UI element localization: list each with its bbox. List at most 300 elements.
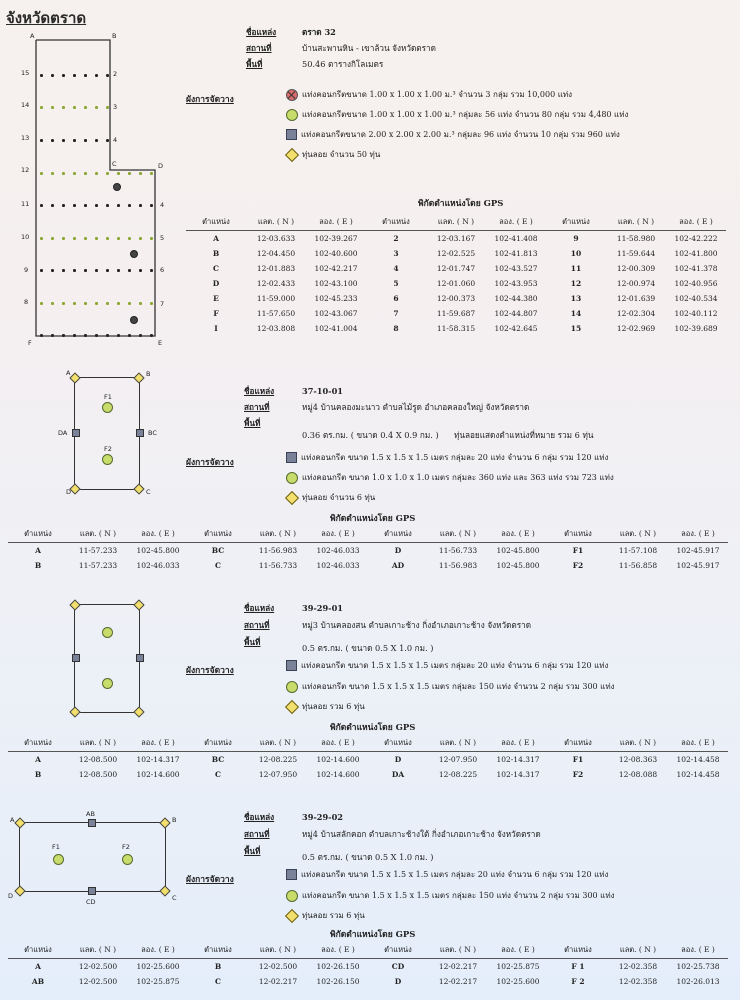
site1-dot (84, 269, 87, 272)
site1-label-d: D (158, 162, 164, 170)
site1-legend-text: แท่งคอนกรีตขนาด 1.00 x 1.00 x 1.00 ม.³ กลุ่มละ 56 แท่ง จำนวน 80 กลุ่ม รวม 4,480 แท่ง (302, 110, 629, 119)
gps-coordinate: 12-02.969 (616, 324, 656, 333)
gps-column-header: แลต. ( N ) (606, 214, 666, 231)
site1-label-f: F (28, 339, 32, 347)
gps-coordinate: 12-08.225 (258, 755, 298, 764)
buoy-diamond-icon (285, 490, 299, 504)
gps-coordinate: 12-01.639 (616, 294, 656, 303)
site4-circle-f1 (53, 854, 64, 865)
gps-coordinate: 102-14.317 (496, 770, 540, 779)
site1-dot (40, 237, 43, 240)
site1-dot (40, 302, 43, 305)
site1-dot (139, 172, 142, 175)
site3-circle-f2 (102, 678, 113, 689)
site1-dot (62, 139, 65, 142)
gps-column-header: แลต. ( N ) (68, 942, 128, 959)
gps-point-label: 10 (570, 249, 582, 258)
site1-label-13: 13 (21, 134, 30, 142)
gps-coordinate: 12-02.500 (78, 962, 118, 971)
table-row (186, 246, 726, 261)
gps-coordinate: 102-45.917 (676, 561, 720, 570)
gps-point-label: AD (391, 561, 405, 570)
gps-coordinate: 102-45.233 (314, 294, 358, 303)
gps-point-label: I (214, 324, 218, 333)
site1-label-4: 4 (160, 201, 165, 209)
gps-coordinate: 11-59.000 (256, 294, 296, 303)
gps-coordinate: 12-08.500 (78, 770, 118, 779)
site1-dot (73, 334, 76, 337)
site1-dot (117, 204, 120, 207)
site1-dot (106, 74, 109, 77)
site1-dot (62, 106, 65, 109)
gps-coordinate: 12-01.747 (436, 264, 476, 273)
site1-dot (117, 334, 120, 337)
gps-column-header: ตำแหน่ง (548, 942, 608, 959)
gps-column-header: ลอง. ( E ) (306, 214, 366, 231)
table-row (8, 974, 728, 989)
site1-dot (95, 334, 98, 337)
gps-point-label: A (35, 755, 41, 764)
gps-coordinate: 12-02.358 (618, 977, 658, 986)
site1-location: บ้านสะพานหิน - เขาล้วน จังหวัดตราด (302, 43, 436, 53)
site1-dot (73, 237, 76, 240)
gps-point-label: 4 (393, 264, 399, 273)
site1-gps-title: พิกัดตำแหน่งโดย GPS (418, 199, 504, 209)
gps-column-header: ตำแหน่ง (188, 735, 248, 752)
site4-label-c: C (172, 894, 177, 902)
site2-area: 0.36 ตร.กม. ( ขนาด 0.4 X 0.9 กม. ) (302, 430, 439, 440)
gps-coordinate: 102-45.917 (676, 546, 720, 555)
gps-coordinate: 102-40.600 (314, 249, 358, 258)
site1-dot (95, 237, 98, 240)
site2-legend-text: แท่งคอนกรีต ขนาด 1.5 x 1.5 x 1.5 เมตร กลุ่มละ 20 แท่ง จำนวน 6 กลุ่ม รวม 120 แท่ง (301, 453, 609, 462)
site1-dot (128, 302, 131, 305)
gps-point-label: D (394, 546, 402, 555)
site3-legend-row (286, 680, 615, 693)
site1-dot (95, 269, 98, 272)
site3-name: 39-29-01 (302, 603, 343, 613)
site2-layout-key: ผังการจัดวาง (186, 458, 234, 468)
site1-dot (139, 302, 142, 305)
table-row (186, 261, 726, 276)
gps-column-header: ตำแหน่ง (188, 942, 248, 959)
site1-legend-row (286, 148, 380, 161)
site4-area-key: พื้นที่ (244, 846, 261, 856)
gps-coordinate: 12-00.373 (436, 294, 476, 303)
site1-dot (117, 172, 120, 175)
site3-gps-title: พิกัดตำแหน่งโดย GPS (330, 723, 416, 733)
gps-column-header: แลต. ( N ) (68, 526, 128, 543)
gps-coordinate: 102-45.800 (496, 546, 540, 555)
site4-legend-row (286, 909, 365, 922)
site3-location-key: สถานที่ (244, 620, 270, 630)
site2-label-f2: F2 (104, 445, 112, 453)
site1-dot (62, 302, 65, 305)
site1-dot (51, 106, 54, 109)
site1-dot (62, 237, 65, 240)
site4-name-key: ชื่อแหล่ง (244, 812, 275, 822)
gps-point-label: C (213, 264, 219, 273)
site1-dot (139, 204, 142, 207)
gps-point-label: 6 (393, 294, 399, 303)
gps-coordinate: 102-41.004 (314, 324, 358, 333)
site4-legend-row (286, 868, 608, 881)
gps-coordinate: 12-02.217 (438, 977, 478, 986)
site2-circle-f1 (102, 402, 113, 413)
site3-gps-table (8, 735, 728, 782)
table-row (8, 767, 728, 782)
gps-coordinate: 12-08.225 (438, 770, 478, 779)
buoy-diamond-icon (285, 147, 299, 161)
site3-location: หมู่3 บ้านคลองสน ตำบลเกาะช้าง กิ่งอำเภอเกาะช้าง จังหวัดตราด (302, 620, 532, 630)
site4-legend-text: แท่งคอนกรีต ขนาด 1.5 x 1.5 x 1.5 เมตร กลุ่มละ 150 แท่ง จำนวน 2 กลุ่ม รวม 300 แท่ง (302, 891, 615, 900)
gps-column-header: แลต. ( N ) (608, 526, 668, 543)
site1-label-b: B (112, 32, 117, 40)
site1-label-a: A (30, 32, 35, 40)
site2-location: หมู่4 บ้านคลองมะนาว ตำบลไม้รูด อำเภอคลองใหญ่ จังหวัดตราด (302, 402, 530, 412)
gps-coordinate: 102-39.267 (314, 234, 358, 243)
site1-dot (84, 334, 87, 337)
site1-diagram (0, 0, 200, 360)
gps-coordinate: 102-25.875 (496, 962, 540, 971)
gps-coordinate: 102-25.875 (136, 977, 180, 986)
table-row (8, 558, 728, 573)
gps-coordinate: 11-56.983 (438, 561, 478, 570)
gps-coordinate: 102-26.150 (316, 962, 360, 971)
site1-dot (128, 269, 131, 272)
gps-point-label: BC (211, 755, 225, 764)
gps-coordinate: 102-14.458 (676, 755, 720, 764)
site1-dot (40, 269, 43, 272)
gps-coordinate: 102-46.033 (316, 546, 360, 555)
gps-coordinate: 11-57.108 (618, 546, 658, 555)
gps-point-label: F (213, 309, 219, 318)
site1-label-6: 6 (160, 266, 165, 274)
gps-point-label: F 2 (571, 977, 585, 986)
site1-dot (117, 237, 120, 240)
site3-circle-f1 (102, 627, 113, 638)
gps-column-header: แลต. ( N ) (248, 942, 308, 959)
site4-area: 0.5 ตร.กม. ( ขนาด 0.5 X 1.0 กม. ) (302, 852, 434, 862)
gps-column-header: แลต. ( N ) (246, 214, 306, 231)
site3-square-bc (136, 654, 144, 662)
site4-info (244, 813, 724, 863)
gps-coordinate: 102-25.600 (496, 977, 540, 986)
gps-point-label: BC (211, 546, 225, 555)
gps-column-header: แลต. ( N ) (608, 942, 668, 959)
gps-coordinate: 12-08.363 (618, 755, 658, 764)
site4-label-a: A (10, 816, 15, 824)
site2-square-da (72, 429, 80, 437)
gps-coordinate: 12-03.633 (256, 234, 296, 243)
site2-square-bc (136, 429, 144, 437)
site1-name: ตราด 32 (302, 27, 336, 37)
site2-legend-row (286, 451, 608, 464)
site2-label-d: D (66, 488, 72, 496)
site2-label-c: C (146, 488, 151, 496)
site1-dot (62, 172, 65, 175)
gps-column-header: ลอง. ( E ) (128, 735, 188, 752)
gps-coordinate: 102-14.317 (496, 755, 540, 764)
table-row (8, 959, 728, 975)
site1-dot (84, 302, 87, 305)
site4-label-f1: F1 (52, 843, 60, 851)
site1-legend-row (286, 128, 620, 141)
table-row (186, 321, 726, 336)
gps-point-label: B (214, 962, 222, 971)
gps-column-header: แลต. ( N ) (608, 735, 668, 752)
green-circle-icon (286, 109, 298, 121)
gps-point-label: B (34, 561, 42, 570)
site1-dot (95, 302, 98, 305)
site1-dot (139, 334, 142, 337)
red-x-circle-icon (286, 89, 298, 101)
site1-area: 50.46 ตารางกิโลเมตร (302, 59, 384, 69)
gps-coordinate: 11-56.733 (258, 561, 298, 570)
gps-coordinate: 102-45.800 (496, 561, 540, 570)
gps-column-header: ตำแหน่ง (8, 526, 68, 543)
site4-legend-text: ทุ่นลอย รวม 6 ทุ่น (302, 911, 365, 920)
site1-legend-text: แท่งคอนกรีตขนาด 1.00 x 1.00 x 1.00 ม.³ จำนวน 3 กลุ่ม รวม 10,000 แท่ง (302, 90, 573, 99)
site4-square-cd (88, 887, 96, 895)
site1-dot (150, 269, 153, 272)
gps-coordinate: 102-46.033 (136, 561, 180, 570)
site1-label-12: 12 (21, 166, 30, 174)
site3-layout-key: ผังการจัดวาง (186, 666, 234, 676)
site4-name: 39-29-02 (302, 812, 343, 822)
gps-column-header: ลอง. ( E ) (128, 942, 188, 959)
gps-coordinate: 102-46.033 (316, 561, 360, 570)
gps-point-label: B (212, 249, 220, 258)
site1-dot (73, 74, 76, 77)
gps-point-label: C (215, 561, 221, 570)
site3-name-key: ชื่อแหล่ง (244, 603, 275, 613)
gps-coordinate: 102-40.956 (674, 279, 718, 288)
site1-area-key: พื้นที่ (246, 59, 263, 69)
site1-dot (51, 74, 54, 77)
site1-dot (62, 334, 65, 337)
gps-coordinate: 12-04.450 (256, 249, 296, 258)
site1-dot (40, 74, 43, 77)
site1-label-15: 15 (21, 69, 30, 77)
gps-column-header: ลอง. ( E ) (486, 214, 546, 231)
table-row (8, 752, 728, 768)
gps-point-label: 11 (570, 264, 582, 273)
site2-legend-row (286, 471, 614, 484)
gps-coordinate: 102-40.534 (674, 294, 718, 303)
gps-coordinate: 11-57.233 (78, 561, 118, 570)
gps-point-label: A (213, 234, 219, 243)
gps-coordinate: 102-14.600 (136, 770, 180, 779)
site3-area: 0.5 ตร.กม. ( ขนาด 0.5 X 1.0 กม. ) (302, 643, 434, 653)
site2-label-f1: F1 (104, 393, 112, 401)
page-title: จังหวัดตราด (6, 9, 87, 27)
site1-dot (73, 106, 76, 109)
site3-legend-text: แท่งคอนกรีต ขนาด 1.5 x 1.5 x 1.5 เมตร กลุ่มละ 20 แท่ง จำนวน 6 กลุ่ม รวม 120 แท่ง (301, 661, 609, 670)
gps-point-label: 2 (393, 234, 399, 243)
site4-location-key: สถานที่ (244, 829, 270, 839)
site1-legend-text: ทุ่นลอย จำนวน 50 ทุ่น (302, 150, 381, 159)
site1-legend-text: แท่งคอนกรีตขนาด 2.00 x 2.00 x 2.00 ม.³ กลุ่มละ 96 แท่ง จำนวน 10 กลุ่ม รวม 960 แท่ง (301, 130, 620, 139)
gps-column-header: ลอง. ( E ) (308, 735, 368, 752)
gps-column-header: ลอง. ( E ) (308, 526, 368, 543)
site2-name: 37-10-01 (302, 386, 343, 396)
gps-coordinate: 12-03.167 (436, 234, 476, 243)
site1-dot (106, 237, 109, 240)
site4-label-d: D (8, 892, 14, 900)
gps-coordinate: 12-02.217 (438, 962, 478, 971)
site1-dot (106, 172, 109, 175)
site1-dot (128, 237, 131, 240)
site2-name-key: ชื่อแหล่ง (244, 386, 275, 396)
gps-column-header: แลต. ( N ) (426, 214, 486, 231)
gps-point-label: A (35, 962, 41, 971)
gps-coordinate: 102-14.600 (316, 770, 360, 779)
site4-circle-f2 (122, 854, 133, 865)
table-row (186, 231, 726, 247)
gps-coordinate: 102-26.150 (316, 977, 360, 986)
gps-column-header: ตำแหน่ง (546, 214, 606, 231)
gps-column-header: ลอง. ( E ) (666, 214, 726, 231)
gps-coordinate: 11-56.858 (618, 561, 658, 570)
gps-column-header: ตำแหน่ง (366, 214, 426, 231)
gps-coordinate: 102-43.100 (314, 279, 358, 288)
gps-point-label: F1 (572, 546, 584, 555)
gps-coordinate: 102-40.112 (674, 309, 718, 318)
site1-boundary (0, 0, 200, 360)
gps-coordinate: 102-44.380 (494, 294, 538, 303)
site4-legend-text: แท่งคอนกรีต ขนาด 1.5 x 1.5 x 1.5 เมตร กลุ่มละ 20 แท่ง จำนวน 6 กลุ่ม รวม 120 แท่ง (301, 870, 609, 879)
gps-point-label: AB (31, 977, 45, 986)
gps-coordinate: 102-14.458 (676, 770, 720, 779)
gps-coordinate: 102-42.217 (314, 264, 358, 273)
green-circle-icon (286, 681, 298, 693)
site1-label-4-top: 4 (113, 136, 118, 144)
site1-dot (150, 204, 153, 207)
gps-point-label: DA (391, 770, 405, 779)
gps-coordinate: 102-43.953 (494, 279, 538, 288)
gps-coordinate: 102-41.378 (674, 264, 718, 273)
gps-point-label: 5 (393, 279, 399, 288)
site1-dot (95, 204, 98, 207)
table-row (186, 291, 726, 306)
site1-dot (51, 334, 54, 337)
gps-coordinate: 11-58.980 (616, 234, 656, 243)
site4-square-ab (88, 819, 96, 827)
gps-column-header: ลอง. ( E ) (308, 942, 368, 959)
site1-dot (106, 106, 109, 109)
site3-legend-text: แท่งคอนกรีต ขนาด 1.5 x 1.5 x 1.5 เมตร กลุ่มละ 150 แท่ง จำนวน 2 กลุ่ม รวม 300 แท่ง (302, 682, 615, 691)
gps-column-header: ลอง. ( E ) (668, 735, 728, 752)
gps-coordinate: 12-02.304 (616, 309, 656, 318)
site1-dot (139, 237, 142, 240)
gps-coordinate: 12-02.433 (256, 279, 296, 288)
site4-gps-table (8, 942, 728, 989)
site3-legend-row (286, 700, 365, 713)
gps-point-label: B (34, 770, 42, 779)
site1-dot (150, 334, 153, 337)
gps-coordinate: 11-57.650 (256, 309, 296, 318)
site1-dot (150, 172, 153, 175)
site1-dot (51, 139, 54, 142)
gps-coordinate: 11-57.233 (78, 546, 118, 555)
gps-coordinate: 11-59.687 (436, 309, 476, 318)
gps-coordinate: 12-02.525 (436, 249, 476, 258)
gps-coordinate: 11-56.733 (438, 546, 478, 555)
site1-dot (95, 139, 98, 142)
gps-point-label: C (215, 770, 221, 779)
site4-label-b: B (172, 816, 177, 824)
site2-info (244, 387, 724, 447)
gps-point-label: F1 (572, 755, 584, 764)
site1-dot (62, 204, 65, 207)
site1-dot (117, 302, 120, 305)
gps-coordinate: 102-14.317 (136, 755, 180, 764)
gps-column-header: แลต. ( N ) (428, 526, 488, 543)
gps-point-label: E (213, 294, 219, 303)
site1-dot (40, 106, 43, 109)
gps-column-header: แลต. ( N ) (428, 735, 488, 752)
site1-dot (40, 334, 43, 337)
site1-dot (106, 302, 109, 305)
site1-label-9: 9 (24, 266, 29, 274)
site4-diagram (4, 808, 184, 908)
site1-label-e: E (158, 339, 163, 347)
gps-point-label: F 1 (571, 962, 585, 971)
gps-column-header: ตำแหน่ง (368, 942, 428, 959)
buoy-diamond-icon (285, 699, 299, 713)
gps-coordinate: 12-03.808 (256, 324, 296, 333)
gps-coordinate: 102-25.600 (136, 962, 180, 971)
site1-dot (51, 172, 54, 175)
gps-column-header: แลต. ( N ) (248, 526, 308, 543)
site3-square-da (72, 654, 80, 662)
site2-gps-table (8, 526, 728, 573)
gps-point-label: F2 (572, 770, 584, 779)
gps-coordinate: 11-59.644 (616, 249, 656, 258)
site1-label-14: 14 (21, 101, 30, 109)
site1-dot (117, 269, 120, 272)
site1-name-key: ชื่อแหล่ง (246, 27, 277, 37)
gps-column-header: ตำแหน่ง (8, 942, 68, 959)
site4-legend-row (286, 889, 615, 902)
site1-marker-dark (130, 316, 138, 324)
site1-label-c: C (112, 160, 117, 168)
site1-dot (84, 106, 87, 109)
site1-dot (150, 302, 153, 305)
site3-info (244, 604, 724, 654)
site3-diagram (60, 592, 170, 722)
site4-location: หมู่4 บ้านสลักคอก ตำบลเกาะช้างใต้ กิ่งอำเภอเกาะช้าง จังหวัดตราด (302, 829, 541, 839)
gps-point-label: F2 (572, 561, 584, 570)
site1-dot (84, 172, 87, 175)
site1-dot (128, 204, 131, 207)
site1-dot (128, 334, 131, 337)
table-row (186, 276, 726, 291)
site4-gps-title: พิกัดตำแหน่งโดย GPS (330, 930, 416, 940)
site2-circle-f2 (102, 454, 113, 465)
site1-dot (106, 269, 109, 272)
site2-label-bc: BC (148, 429, 157, 437)
site1-legend-row (286, 88, 572, 101)
site1-dot (62, 74, 65, 77)
site2-legend-row (286, 491, 375, 504)
site1-dot (73, 139, 76, 142)
gps-column-header: ตำแหน่ง (188, 526, 248, 543)
gps-coordinate: 102-41.800 (674, 249, 718, 258)
site3-area-key: พื้นที่ (244, 637, 261, 647)
gps-coordinate: 12-02.358 (618, 962, 658, 971)
